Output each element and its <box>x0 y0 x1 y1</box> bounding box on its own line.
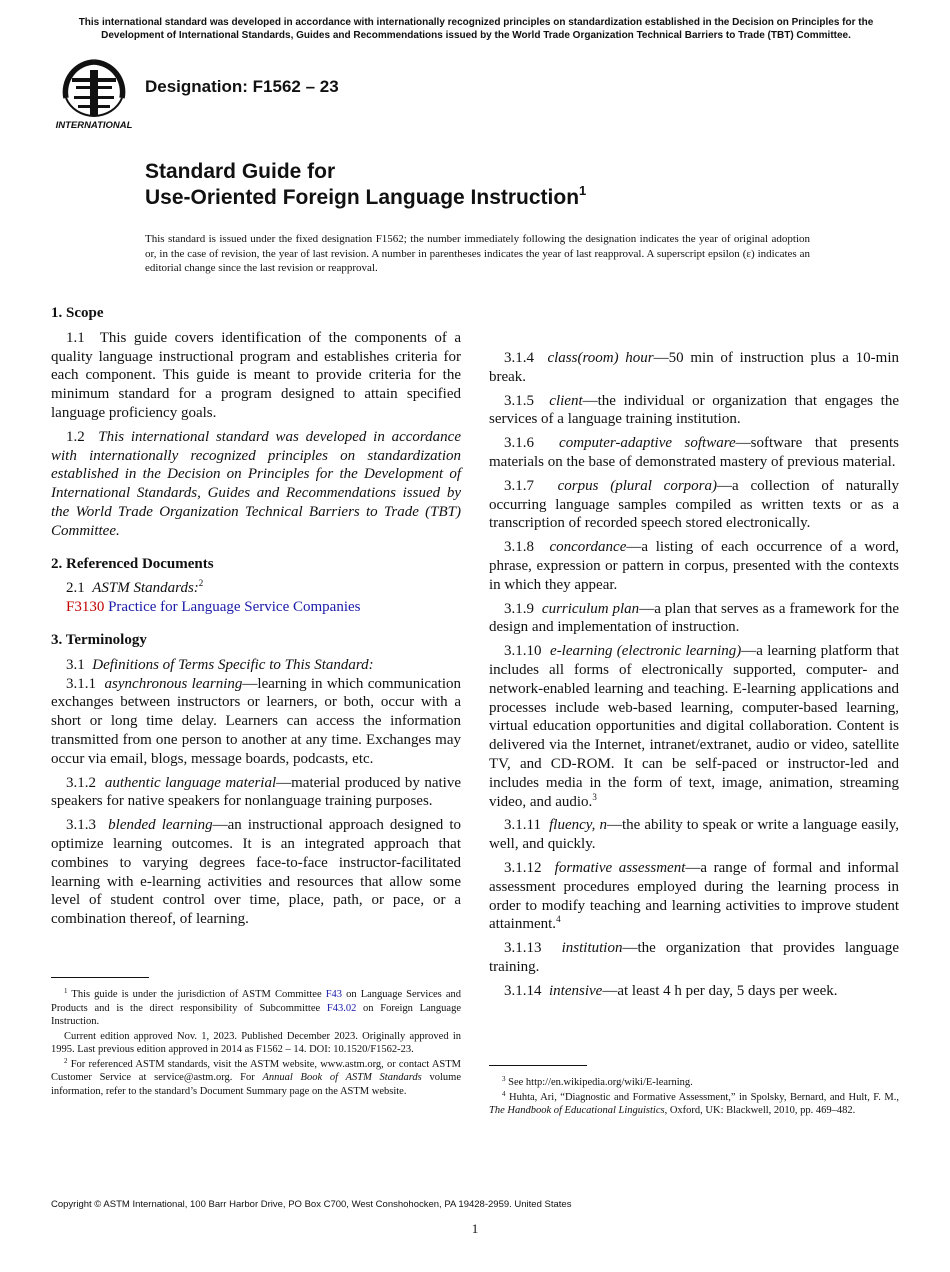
ref-code-link[interactable]: F3130 <box>66 599 105 616</box>
tbt-banner: This international standard was developed in accordance with internationally recognized principles on standardization established in the Decision on Principles for the Development of International Standards, Guides and Recommendations issued by the World Trade Organization Technical Barriers to Trade (TBT) Committee. <box>78 17 874 41</box>
footnote-rule <box>489 1065 587 1066</box>
term-3-1-9: 3.1.9 curriculum plan—a plan that serves as a framework for the design and implementation of instruction. <box>489 600 900 636</box>
copyright-notice: Copyright © ASTM International, 100 Barr Harbor Drive, PO Box C700, West Conshohocken, PA 19428-2959. United States <box>51 1199 572 1210</box>
ref-f3130 <box>51 598 461 617</box>
term-3-1-2: 3.1.2 authentic language material—material produced by native speakers for native speakers for nonlanguage training purposes. <box>51 774 462 810</box>
footnote-4: $^4$ Huhta, Ari, “Diagnostic and Formative Assessment,” in Spolsky, Bernard, and Hult, F. M., The Handbook of Educational Linguistics, Oxford, UK: Blackwell, 2010, pp. 469–482. <box>489 1089 900 1116</box>
issuance-note: This standard is issued under the fixed designation F1562; the number immediately following the designation indicates the year of original adoption or, in the case of revision, the year of last revision. A number in parentheses indicates the year of last reapproval. A superscript epsilon (ε) indicates an editorial change since the last revision or reapproval. <box>145 233 810 274</box>
scope-1-2: 1.2 This international standard was developed in accordance with internationally recognized principles on standardization established in the Decision on Principles for the Development of International Standards, Guides and Recommendations issued by the World Trade Organization Technical Barriers to Trade (TBT) Committee. <box>51 428 461 539</box>
refdocs-heading: 2. Referenced Documents <box>51 555 214 572</box>
term-3-1-1: 3.1.1 asynchronous learning—learning in which communication exchanges between instructors or learners, or both, occur with a short or long time delay. Learners can access the information transmitted from one person to another at any time. Exchanges may occur via email, blogs, message boards, podcasts, etc. <box>51 675 462 767</box>
footnotes-right <box>489 1065 899 1119</box>
term-3-1-11: 3.1.11 fluency, n—the ability to speak or write a language easily, well, and quickly. <box>489 817 900 853</box>
logo-wordmark: INTERNATIONAL <box>55 120 133 131</box>
term-3-1-7: 3.1.7 corpus (plural corpora)—a collection of naturally occurring language samples compiled as written texts or as a transcription of recorded speech stored electronically. <box>489 477 900 532</box>
astm-logo-icon <box>52 56 136 132</box>
title-footnote-mark: 1 <box>579 183 587 198</box>
term-3-1-8: 3.1.8 concordance—a listing of each occurrence of a word, phrase, expression or pattern in corpus, presented with the contexts in which they appear. <box>489 539 899 593</box>
terminology-heading: 3. Terminology <box>51 631 147 648</box>
title-line-2: Use-Oriented Foreign Language Instruction$^1$ <box>145 183 587 209</box>
term-3-1-12: 3.1.12 formative assessment—a range of formal and informal assessment procedures employed during the learning process in order to modify teaching and learning activities to improve student attainment.$^4$ <box>489 859 900 933</box>
term-3-1-5: 3.1.5 client—the individual or organization that engages the services of a language training institution. <box>489 392 899 428</box>
terminology-3-1: 3.1 Definitions of Terms Specific to This Standard: <box>66 656 374 673</box>
refdocs-2-1: 2.1 ASTM Standards:$^2$ <box>66 578 204 597</box>
footnote-2: $^2$ For referenced ASTM standards, visit the ASTM website, www.astm.org, or contact ASTM Customer Service at service@astm.org. For Annual Book of ASTM Standards volume information, refer to the standard’s Document Summary page on the ASTM website. <box>51 1056 462 1097</box>
term-3-1-10: 3.1.10 e-learning (electronic learning)—a learning platform that includes all forms of electronically supported, computer- and network-enabled learning and teaching. E-learning applications and processes include web-based learning, computer-based learning, virtual education opportunities and digital collaboration. Content is delivered via the Internet, intranet/extranet, audio or video, satellite TV, and CD-ROM. It can be self-paced or instructor-led and includes media in the form of text, image, animation, streaming video, and audio.$^3$ <box>489 643 900 810</box>
document-title <box>145 159 586 211</box>
footnote-3: $^3$ See http://en.wikipedia.org/wiki/E-learning. <box>502 1075 693 1088</box>
scope-1-1: 1.1 This guide covers identification of the components of a quality language instructional program and establishes criteria for each component. This guide is meant to provide criteria for the minimum standard for a program designed to attain specified language proficiency goals. <box>51 329 461 421</box>
page-number: 1 <box>471 1221 479 1236</box>
term-3-1-3: 3.1.3 blended learning—an instructional approach designed to optimize learning outcomes. It is an integrated approach that combines to varying degrees face-to-face instructor-facilitated learning with e-learning activities and resources that allow some level of student control over time, place, path, or pace, or a combination thereof, of learning. <box>51 817 461 928</box>
right-column <box>489 306 899 1006</box>
subcommittee-link[interactable]: F43.02 <box>326 1002 357 1014</box>
designation: Designation: F1562 – 23 <box>145 77 339 96</box>
term-3-1-4: 3.1.4 class(room) hour—50 min of instruction plus a 10-min break. <box>489 350 899 385</box>
footnote-1-edition: Current edition approved Nov. 1, 2023. Published December 2023. Originally approved in 1995. Last previous edition approved in 2014 as F1562 – 14. DOI: 10.1520/F1562-23. <box>51 1030 461 1055</box>
scope-heading: 1. Scope <box>51 305 104 321</box>
footnote-rule <box>51 977 149 978</box>
footnote-1: $^1$ This guide is under the jurisdiction of ASTM Committee F43 on Language Services and Products and is the direct responsibility of Subcommittee F43.02 on Foreign Language Instruction. <box>51 987 462 1027</box>
term-3-1-6: 3.1.6 computer-adaptive software—software that presents materials on the base of demonstrated mastery of previous material. <box>489 435 899 470</box>
committee-f43-link[interactable]: F43 <box>325 989 343 1000</box>
title-line-1: Standard Guide for <box>145 160 336 183</box>
term-3-1-13: 3.1.13 institution—the organization that provides language training. <box>489 940 899 975</box>
footnotes-left <box>51 977 461 1099</box>
astm-logo <box>52 56 136 132</box>
term-3-1-14: 3.1.14 intensive—at least 4 h per day, 5 days per week. <box>504 982 838 999</box>
ref-title-link[interactable]: Practice for Language Service Companies <box>108 599 361 616</box>
left-column <box>51 304 461 934</box>
